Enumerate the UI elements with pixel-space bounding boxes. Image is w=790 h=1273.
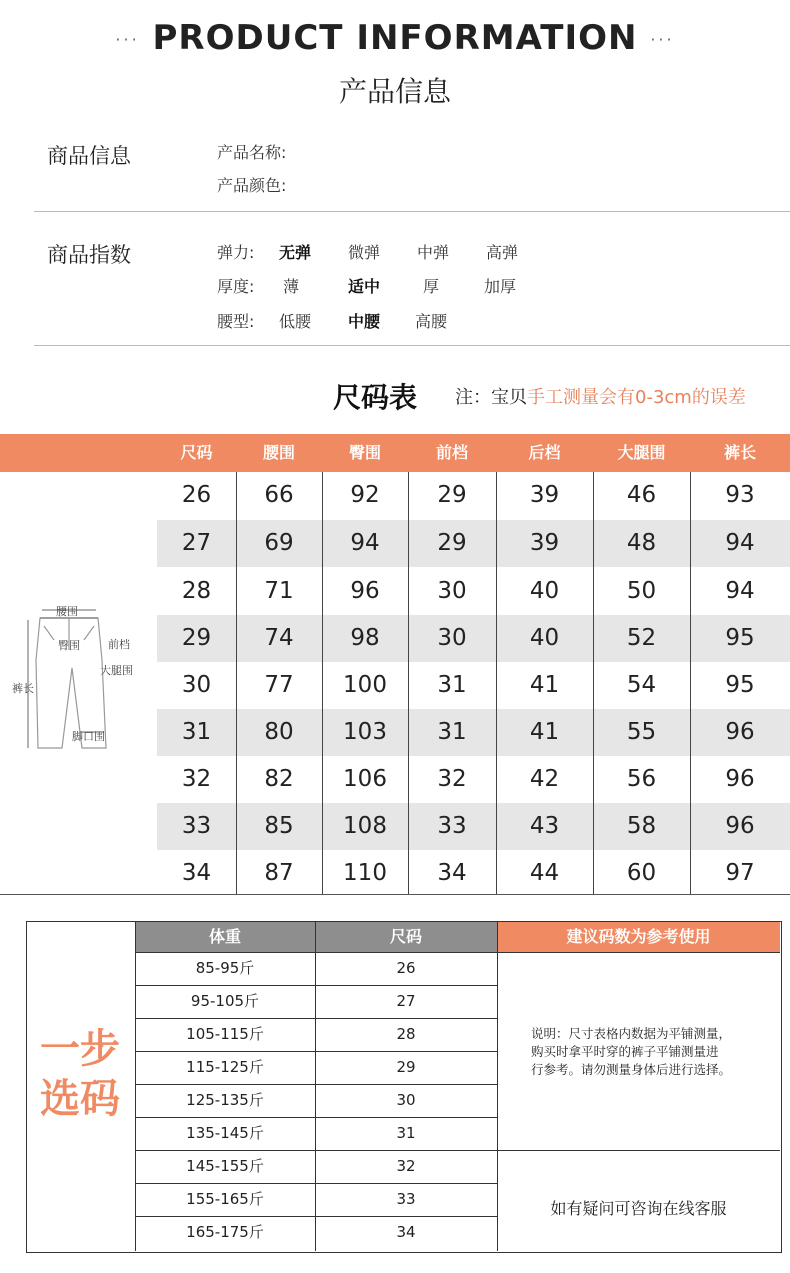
- size-guide-weight-cell: 145-155斤: [186, 1157, 264, 1175]
- index-option-selected: 中腰: [348, 312, 381, 331]
- size-chart-header-cell: 尺码: [180, 443, 213, 462]
- table-cell: 33: [437, 813, 467, 839]
- index-option: 高弹: [486, 243, 519, 262]
- table-cell: 34: [437, 860, 467, 886]
- table-cell: 96: [725, 719, 755, 745]
- table-column-divider: [593, 472, 594, 894]
- table-cell: 93: [725, 482, 755, 508]
- title-en-text: PRODUCT INFORMATION: [152, 18, 638, 58]
- index-option: 高腰: [415, 312, 448, 331]
- title-dots-left: ···: [115, 30, 140, 49]
- table-cell: 77: [264, 672, 294, 698]
- page-title-en: [0, 18, 790, 58]
- title-dots-right: ···: [650, 30, 675, 49]
- table-cell: 110: [343, 860, 387, 886]
- pants-diagram: [0, 600, 150, 760]
- size-guide-row-line: [135, 1051, 497, 1052]
- diagram-hem-label: 脚口围: [72, 730, 105, 743]
- size-chart-header: [0, 434, 790, 472]
- table-cell: 54: [626, 672, 657, 698]
- size-chart-header-cell: 前档: [435, 443, 468, 462]
- size-guide-size-cell: 32: [396, 1157, 416, 1175]
- table-column-divider: [690, 472, 691, 894]
- table-cell: 29: [437, 482, 467, 508]
- table-cell: 44: [529, 860, 560, 886]
- divider: [0, 894, 790, 895]
- size-chart-note: [455, 383, 746, 409]
- table-cell: 42: [529, 766, 560, 792]
- table-cell: 71: [264, 578, 294, 604]
- explanation-line: 购买时拿平时穿的裤子平铺测量进: [531, 1044, 719, 1059]
- index-option: 加厚: [484, 277, 517, 296]
- table-cell: 28: [181, 578, 212, 604]
- size-guide-weight-cell: 95-105斤: [190, 992, 260, 1010]
- table-cell: 41: [529, 719, 560, 745]
- table-cell: 41: [529, 672, 560, 698]
- table-cell: 94: [350, 530, 380, 556]
- table-cell: 30: [181, 672, 212, 698]
- size-guide-header-cell: 建议码数为参考使用: [497, 922, 780, 952]
- table-cell: 69: [264, 530, 294, 556]
- table-cell: 82: [264, 766, 294, 792]
- table-cell: 97: [725, 860, 755, 886]
- table-cell: 33: [181, 813, 212, 839]
- table-column-divider: [322, 472, 323, 894]
- size-guide-size-cell: 26: [396, 959, 416, 977]
- table-cell: 50: [626, 578, 657, 604]
- table-column-divider: [496, 472, 497, 894]
- size-guide-column-line: [135, 921, 136, 1251]
- divider: [34, 211, 790, 212]
- table-cell: 43: [529, 813, 560, 839]
- table-cell: 34: [181, 860, 212, 886]
- size-guide-weight-cell: 105-115斤: [186, 1025, 264, 1043]
- table-cell: 87: [264, 860, 294, 886]
- index-option-selected: 无弹: [279, 243, 312, 262]
- table-column-divider: [236, 472, 237, 894]
- table-cell: 103: [343, 719, 387, 745]
- table-cell: 98: [350, 625, 380, 651]
- table-cell: 58: [626, 813, 657, 839]
- size-guide-weight-cell: 85-95斤: [195, 959, 255, 977]
- size-chart-header-cell: 大腿围: [617, 443, 666, 462]
- table-cell: 95: [725, 672, 755, 698]
- table-cell: 106: [343, 766, 387, 792]
- divider: [34, 345, 790, 346]
- size-guide-contact: 如有疑问可咨询在线客服: [550, 1199, 727, 1218]
- product-index-label: 商品指数: [47, 243, 131, 267]
- diagram-front-rise-label: 前档: [108, 638, 130, 651]
- index-row-label: 厚度:: [217, 277, 255, 296]
- size-guide-weight-cell: 135-145斤: [186, 1124, 264, 1142]
- size-guide-size-cell: 31: [396, 1124, 416, 1142]
- index-option: 薄: [283, 277, 300, 296]
- note-highlight: 手工测量会有0-3cm的误差: [527, 387, 746, 408]
- table-cell: 40: [529, 578, 560, 604]
- table-cell: 66: [264, 482, 294, 508]
- table-column-divider: [408, 472, 409, 894]
- size-guide-row-line: [135, 1018, 497, 1019]
- size-guide-row-line: [135, 1216, 497, 1217]
- diagram-thigh-label: 大腿围: [100, 664, 133, 677]
- diagram-length-label: 裤长: [12, 682, 34, 695]
- table-cell: 96: [350, 578, 380, 604]
- product-name-label: 产品名称:: [217, 143, 287, 162]
- size-guide-row-line: [135, 1084, 497, 1085]
- index-option-selected: 适中: [348, 277, 381, 296]
- table-cell: 56: [626, 766, 657, 792]
- explanation-line: 说明：尺寸表格内数据为平铺测量，: [531, 1026, 732, 1041]
- size-guide-explanation: [531, 1025, 731, 1079]
- table-cell: 32: [437, 766, 467, 792]
- table-cell: 60: [626, 860, 657, 886]
- table-cell: 27: [181, 530, 212, 556]
- diagram-hip-label: 臀围: [58, 639, 80, 652]
- size-guide-size-cell: 30: [396, 1091, 416, 1109]
- size-guide-side-label-2: 选码: [40, 1076, 120, 1122]
- page-title-cn: 产品信息: [338, 75, 451, 108]
- size-guide-header-cell: 尺码: [315, 922, 497, 952]
- index-option: 厚: [423, 277, 440, 296]
- size-guide-row-line: [135, 1117, 497, 1118]
- table-cell: 96: [725, 813, 755, 839]
- table-cell: 95: [725, 625, 755, 651]
- table-cell: 31: [437, 719, 467, 745]
- table-cell: 55: [626, 719, 657, 745]
- size-guide-row-line: [497, 1150, 780, 1151]
- table-cell: 29: [437, 530, 467, 556]
- table-cell: 32: [181, 766, 212, 792]
- table-cell: 92: [350, 482, 380, 508]
- table-cell: 39: [529, 482, 560, 508]
- table-cell: 100: [343, 672, 387, 698]
- table-cell: 52: [626, 625, 657, 651]
- table-cell: 31: [181, 719, 212, 745]
- size-guide-size-cell: 33: [396, 1190, 416, 1208]
- size-chart-header-cell: 腰围: [262, 443, 295, 462]
- table-cell: 94: [725, 578, 755, 604]
- table-cell: 85: [264, 813, 294, 839]
- table-cell: 31: [437, 672, 467, 698]
- size-chart-header-cell: 臀围: [348, 443, 381, 462]
- table-cell: 80: [264, 719, 294, 745]
- size-guide-row-line: [135, 952, 497, 953]
- index-option: 低腰: [279, 312, 312, 331]
- size-guide-side-label-1: 一步: [40, 1026, 120, 1072]
- size-guide-size-cell: 27: [396, 992, 416, 1010]
- size-guide-size-cell: 28: [396, 1025, 416, 1043]
- table-cell: 40: [529, 625, 560, 651]
- index-row-label: 弹力:: [217, 243, 255, 262]
- index-option: 微弹: [348, 243, 381, 262]
- note-prefix: 注：宝贝: [455, 387, 527, 408]
- product-info-label: 商品信息: [47, 144, 131, 168]
- diagram-waist-label: 腰围: [56, 605, 78, 618]
- size-guide-size-cell: 29: [396, 1058, 416, 1076]
- table-cell: 108: [343, 813, 387, 839]
- table-cell: 48: [626, 530, 657, 556]
- size-guide-column-line: [315, 921, 316, 1251]
- table-cell: 30: [437, 625, 467, 651]
- size-chart-header-cell: 裤长: [723, 443, 756, 462]
- size-guide-weight-cell: 155-165斤: [186, 1190, 264, 1208]
- size-guide-weight-cell: 115-125斤: [186, 1058, 264, 1076]
- product-color-label: 产品颜色:: [217, 176, 287, 195]
- size-chart-title: 尺码表: [333, 381, 418, 414]
- size-guide-size-cell: 34: [396, 1223, 416, 1241]
- table-cell: 30: [437, 578, 467, 604]
- table-cell: 26: [181, 482, 212, 508]
- index-option: 中弹: [417, 243, 450, 262]
- size-guide-row-line: [135, 1150, 497, 1151]
- size-guide-weight-cell: 125-135斤: [186, 1091, 264, 1109]
- table-cell: 46: [626, 482, 657, 508]
- table-cell: 94: [725, 530, 755, 556]
- size-guide-row-line: [135, 1183, 497, 1184]
- table-cell: 29: [181, 625, 212, 651]
- size-guide-header-cell: 体重: [135, 922, 315, 952]
- explanation-line: 行参考。请勿测量身体后进行选择。: [531, 1062, 732, 1077]
- size-guide-row-line: [135, 985, 497, 986]
- index-row-label: 腰型:: [217, 312, 255, 331]
- size-guide-weight-cell: 165-175斤: [186, 1223, 264, 1241]
- size-chart-header-cell: 后档: [528, 443, 561, 462]
- table-cell: 74: [264, 625, 294, 651]
- table-cell: 39: [529, 530, 560, 556]
- table-cell: 96: [725, 766, 755, 792]
- size-guide-row-line: [497, 952, 780, 953]
